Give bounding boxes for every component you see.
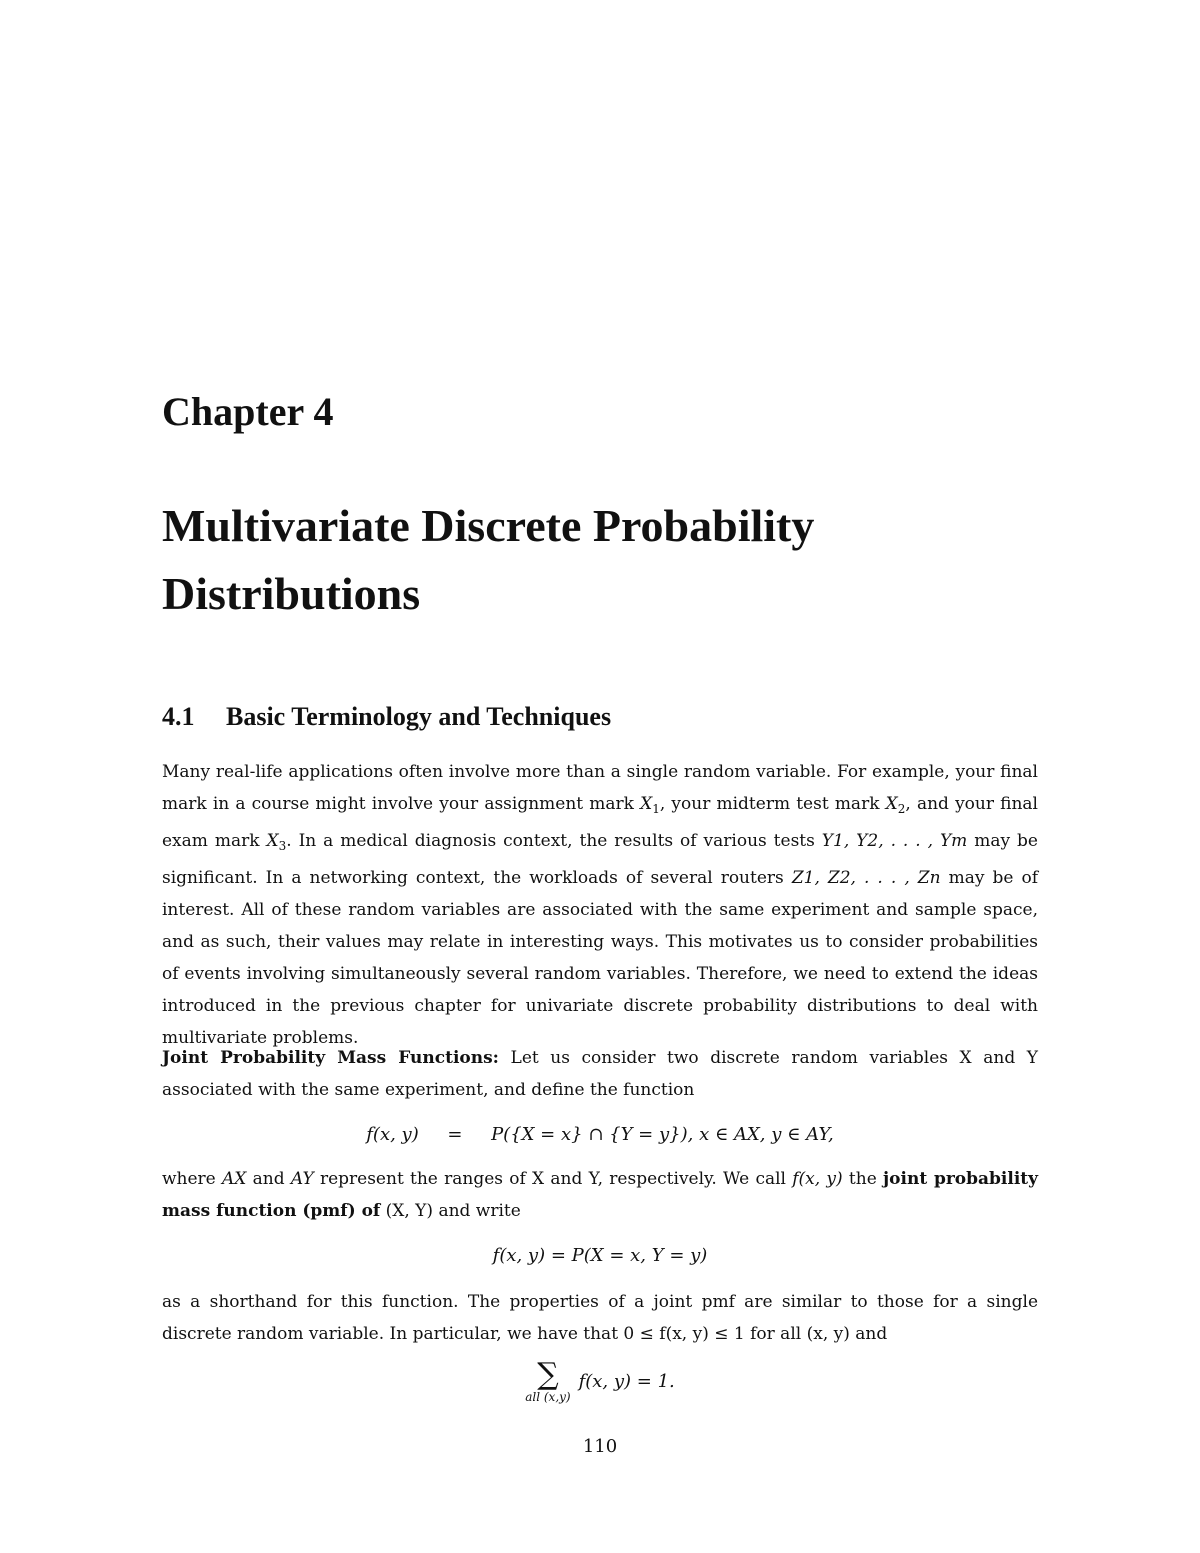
joint-pmf-paragraph: [162, 1042, 1038, 1106]
page-number: 110: [582, 1436, 618, 1457]
intro-text-5: may be significant. In a networking context, the workloads of several routers: [162, 831, 1038, 888]
intro-text-3: , and your final exam mark: [162, 794, 1038, 851]
var-x2: $X_2$: [885, 794, 906, 816]
chapter-title-line-1: Multivariate Discrete Probability: [162, 500, 815, 551]
chapter-title: [162, 492, 1062, 628]
equation-joint-pmf-definition: [0, 1121, 1200, 1149]
section-number: 4.1: [162, 702, 195, 731]
var-z-sequence: Z1, Z2, . . . , Zn: [791, 868, 941, 888]
equation-1-equals: =: [447, 1124, 463, 1145]
var-x3: $X_3$: [266, 831, 287, 853]
joint-pmf-term: joint probability mass function (pmf) of: [162, 1169, 1039, 1221]
chapter-title-line-2: Distributions: [162, 568, 421, 619]
equation-3-body: f(x, y) = 1.: [578, 1371, 675, 1392]
function-fxy: f(x, y): [792, 1169, 843, 1189]
intro-text-4: . In a medical diagnosis context, the results of various tests: [286, 831, 822, 851]
intro-text-2: , your midterm test mark: [659, 794, 886, 814]
summation-sign: ∑: [537, 1357, 559, 1392]
intro-text-6: may be of interest. All of these random variables are associated with the same experiment and sample space, and as such, their values may relate in interesting ways. This motivates us to consider probabilities of events involving simultaneously several random variables. Therefore, we need to extend the ideas introduced in the previous chapter for univariate discrete probability distributions to deal with multivariate problems.: [162, 868, 1038, 1048]
equation-1-rhs: P({X = x} ∩ {Y = y}), x ∈ AX, y ∈ AY,: [491, 1124, 834, 1145]
summation-index: all (x,y): [525, 1390, 571, 1404]
summation: [525, 1357, 571, 1404]
section-heading: [162, 700, 611, 734]
equation-1-lhs: f(x, y): [366, 1124, 419, 1145]
section-title: Basic Terminology and Techniques: [226, 702, 612, 731]
ranges-paragraph: where AX and AY represent the ranges of X and Y, respectively. We call f(x, y) the joint probability mass function (pmf) of (X, Y) and write: [162, 1169, 1039, 1221]
range-ax: AX: [222, 1169, 247, 1189]
range-ay: AY: [290, 1169, 314, 1189]
intro-text-1: Many real-life applications often involve more than a single random variable. For example, your final mark in a course might involve your assignment mark: [162, 762, 1038, 814]
joint-pmf-lead: Joint Probability Mass Functions:: [162, 1048, 499, 1068]
var-x1: $X_1$: [640, 794, 660, 816]
joint-pmf-text: Let us consider two discrete random variables X and Y associated with the same experiment, and define the function: [162, 1048, 1038, 1100]
properties-paragraph: as a shorthand for this function. The properties of a joint pmf are similar to those for a single discrete random variable. In particular, we have that 0 ≤ f(x, y) ≤ 1 for all (x, y) and: [162, 1292, 1038, 1344]
equation-shorthand: f(x, y) = P(X = x, Y = y): [492, 1245, 708, 1266]
chapter-label: Chapter 4: [162, 389, 334, 434]
intro-paragraph: [162, 756, 1038, 1054]
var-y-sequence: Y1, Y2, . . . , Ym: [821, 831, 968, 851]
equation-sum-to-one: [0, 1357, 1200, 1404]
